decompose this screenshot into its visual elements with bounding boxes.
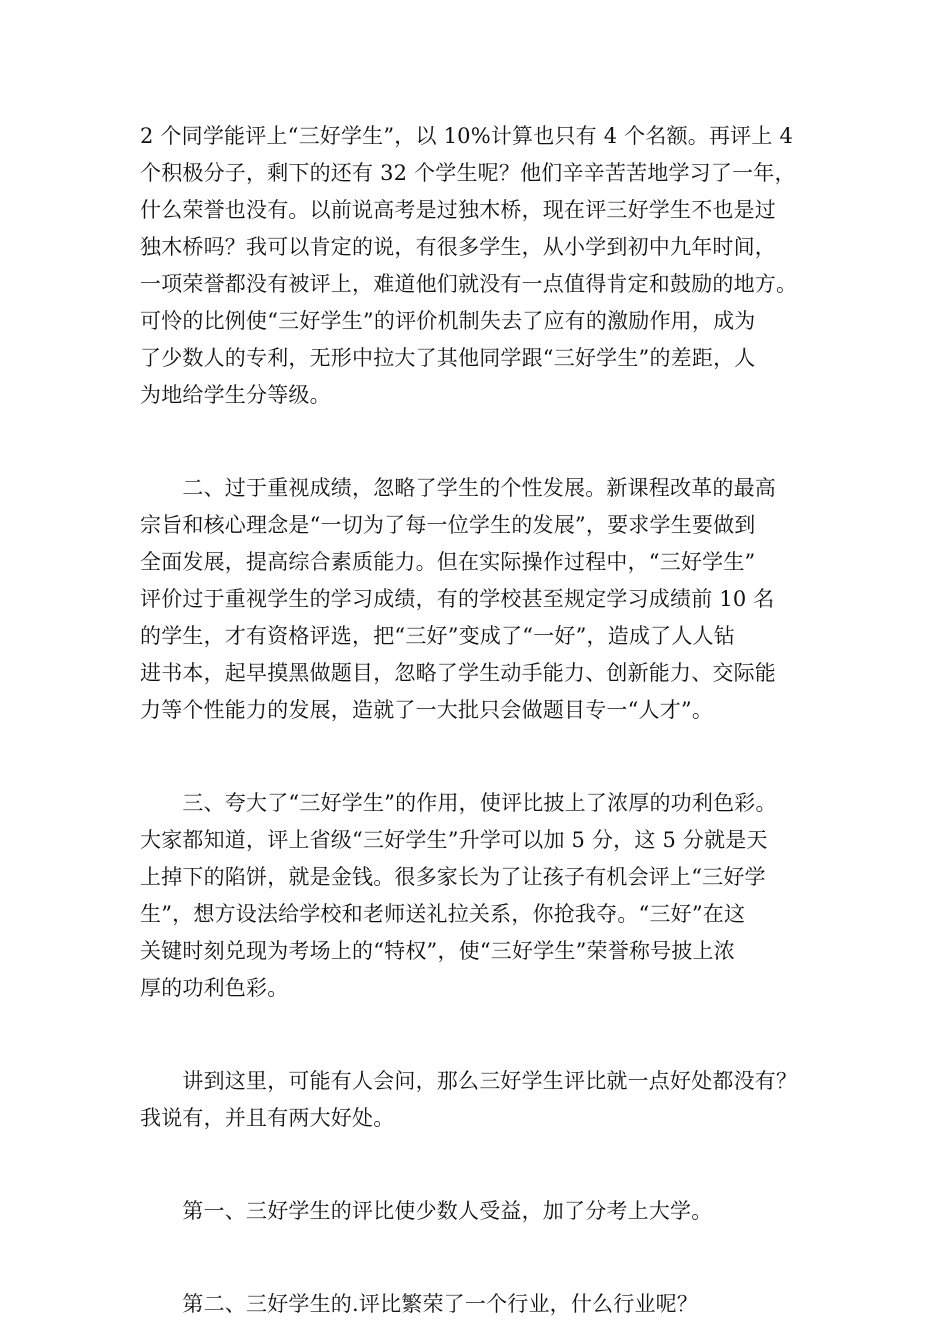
paragraph-spacer (140, 1230, 835, 1286)
text-line: 第二、三好学生的.评比繁荣了一个行业，什么行业呢？ (140, 1292, 699, 1316)
paragraph-question (140, 1063, 835, 1137)
paragraph-spacer (140, 1007, 835, 1063)
text-line: 2 个同学能评上“三好学生”，以 10%计算也只有 4 个名额。再评上 4 (140, 124, 794, 148)
paragraph-spacer (140, 729, 835, 785)
text-line: 什么荣誉也没有。以前说高考是过独木桥，现在评三好学生不也是过 (140, 198, 776, 222)
text-line: 二、过于重视成绩，忽略了学生的个性发展。新课程改革的最高 (140, 476, 776, 500)
text-line: 全面发展，提高综合素质能力。但在实际操作过程中，“三好学生” (140, 550, 756, 574)
text-line: 第一、三好学生的评比使少数人受益，加了分考上大学。 (140, 1199, 713, 1223)
text-line: 厚的功利色彩。 (140, 976, 289, 1000)
text-line: 的学生，才有资格评选，把“三好”变成了“一好”，造成了人人钻 (140, 624, 735, 648)
text-line: 生”，想方设法给学校和老师送礼拉关系，你抢我夺。“三好”在这 (140, 902, 746, 926)
text-line: 了少数人的专利，无形中拉大了其他同学跟“三好学生”的差距，人 (140, 346, 756, 370)
paragraph-spacer (140, 1137, 835, 1193)
text-line: 为地给学生分等级。 (140, 383, 331, 407)
text-line: 上掉下的陷饼，就是金钱。很多家长为了让孩子有机会评上“三好学 (140, 865, 766, 889)
text-line: 宗旨和核心理念是“一切为了每一位学生的发展”，要求学生要做到 (140, 513, 756, 537)
text-line: 独木桥吗？我可以肯定的说，有很多学生，从小学到初中九年时间， (140, 235, 776, 259)
text-line: 讲到这里，可能有人会问，那么三好学生评比就一点好处都没有？ (140, 1069, 798, 1093)
text-line: 个积极分子，剩下的还有 32 个学生呢？他们辛辛苦苦地学习了一年， (140, 161, 796, 185)
text-line: 一项荣誉都没有被评上，难道他们就没有一点值得肯定和鼓励的地方。 (140, 272, 798, 296)
paragraph-spacer (140, 414, 835, 470)
text-line: 我说有，并且有两大好处。 (140, 1106, 395, 1130)
text-line: 力等个性能力的发展，造就了一大批只会做题目专一“人才”。 (140, 698, 714, 722)
text-line: 可怜的比例使“三好学生”的评价机制失去了应有的激励作用，成为 (140, 309, 756, 333)
paragraph-point-two (140, 470, 835, 729)
paragraph-point-three (140, 785, 835, 1007)
text-line: 进书本，起早摸黑做题目，忽略了学生动手能力、创新能力、交际能 (140, 661, 776, 685)
text-line: 大家都知道，评上省级“三好学生”升学可以加 5 分，这 5 分就是天 (140, 828, 768, 852)
text-line: 关键时刻兑现为考场上的“特权”，使“三好学生”荣誉称号披上浓 (140, 939, 735, 963)
paragraph-second-benefit (140, 1286, 835, 1323)
document-body (140, 118, 835, 1323)
paragraph-first-benefit (140, 1193, 835, 1230)
text-line: 评价过于重视学生的学习成绩，有的学校甚至规定学习成绩前 10 名 (140, 587, 775, 611)
paragraph-continuation (140, 118, 835, 414)
text-line: 三、夸大了“三好学生”的作用，使评比披上了浓厚的功利色彩。 (140, 791, 777, 815)
